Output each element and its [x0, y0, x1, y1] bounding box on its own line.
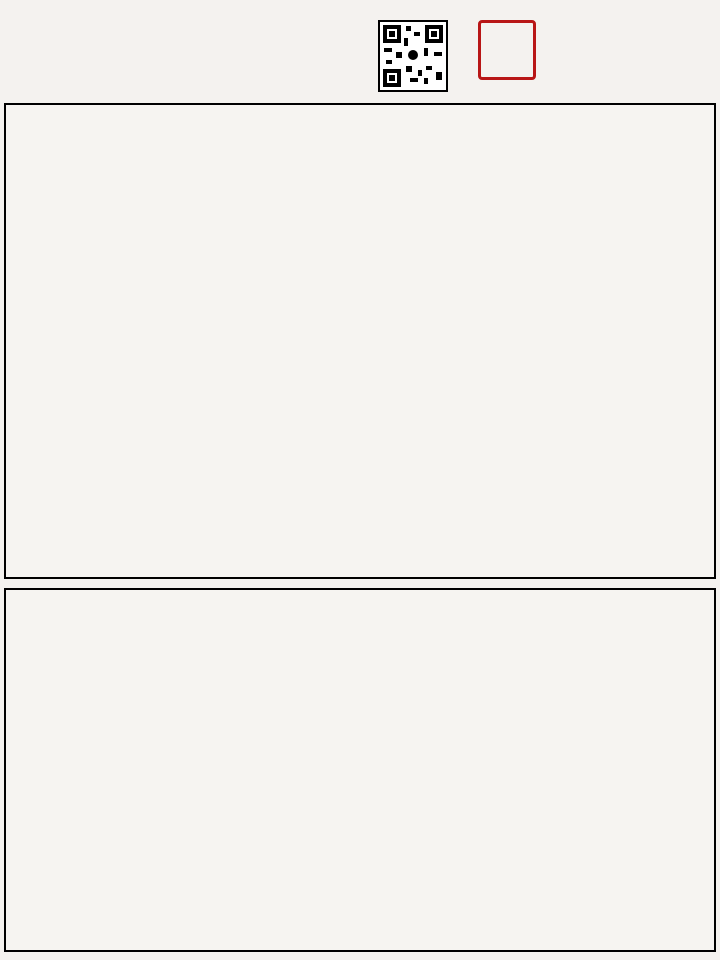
annual-luck-grid	[4, 588, 716, 952]
qr-code-icon[interactable]	[378, 20, 448, 92]
four-pillars-chart	[4, 103, 716, 579]
red-seal-stamp	[478, 20, 536, 80]
chart-header	[0, 0, 720, 100]
